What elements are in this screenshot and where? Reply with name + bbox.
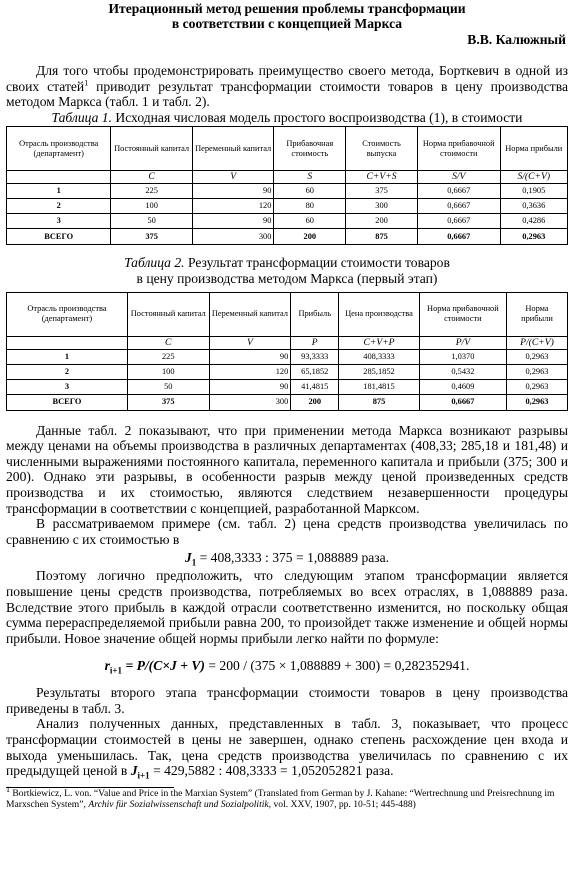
table-cell: 181,4815 xyxy=(339,379,420,394)
table-cell: C+V+S xyxy=(346,171,418,184)
table-cell: 875 xyxy=(346,229,418,245)
table-cell: 100 xyxy=(111,199,193,214)
table-cell: 200 xyxy=(274,229,346,245)
table-row xyxy=(7,184,568,199)
formula-j1: $J_1 = 408,3333$ : 375 = 1,088889 раза. xyxy=(184,550,390,569)
table2-symbol-row xyxy=(7,336,568,349)
table-cell: C xyxy=(111,171,193,184)
table-row xyxy=(7,364,568,379)
table-cell: 285,1852 xyxy=(339,364,420,379)
col-header: Норма прибыли xyxy=(506,292,567,336)
body-paragraph-5: Анализ полученных данных, представленных в табл. 3, показывает, что процесс трансформации стоимостей в цены не завершен, однако степень расхождение цен входа и выхода уменьшилась. Так, цена средств производства увеличилась по сравнению с их предыдущей ценой в $J_{i+1} = 429,5882$ : 408,3333 = 1,052052821 раза. xyxy=(6,716,568,781)
table-cell xyxy=(7,336,128,349)
footnote-ref[interactable]: 1 xyxy=(84,78,89,88)
table-cell: 2 xyxy=(7,199,111,214)
table-row xyxy=(7,199,568,214)
table-cell: 0,5432 xyxy=(419,364,506,379)
table-cell: P/V xyxy=(419,336,506,349)
table-cell: 0,6667 xyxy=(417,214,500,229)
col-header: Стоимость выпуска xyxy=(346,127,418,171)
table-cell: P xyxy=(291,336,339,349)
author: В.В. Калюжный xyxy=(467,32,566,47)
table-cell: 0,2963 xyxy=(500,229,567,245)
col-header: Переменный капитал xyxy=(209,292,291,336)
table-cell: 41,4815 xyxy=(291,379,339,394)
table-cell: 0,6667 xyxy=(417,229,500,245)
table-cell: S/(C+V) xyxy=(500,171,567,184)
table2-header-row xyxy=(7,292,568,336)
table-cell: 90 xyxy=(192,184,274,199)
table-cell: 3 xyxy=(7,214,111,229)
table-total-row xyxy=(7,394,568,410)
table-cell: ВСЕГО xyxy=(7,394,128,410)
col-header: Прибыль xyxy=(291,292,339,336)
table-cell: 90 xyxy=(209,349,291,364)
table-cell: 300 xyxy=(192,229,274,245)
body-paragraph-3: Поэтому логично предположить, что следующим этапом трансформации является повышение цены средств производства, потребляемых во всех отраслях, в 1,088889 раза. Вследствие этого прибыль в каждой отрасли соответственно изменится, но поскольку общая сумма перераспределяемой прибыли равна 200, то произойдет также изменение и общей нормы прибыли. Новое значение общей нормы прибыли легко найти по формуле: xyxy=(6,568,568,646)
body-paragraph-2: В рассматриваемом примере (см. табл. 2) цена средств производства увеличилась по сравнению с их стоимостью в xyxy=(6,516,568,547)
table-cell: 225 xyxy=(127,349,209,364)
table-cell: C+V+P xyxy=(339,336,420,349)
table-cell: 0,2963 xyxy=(506,364,567,379)
table-cell: 100 xyxy=(127,364,209,379)
body-paragraph-1: Данные табл. 2 показывают, что при применении метода Маркса возникают разрывы между ценами на объемы производства в различных департаментах (408,33; 285,18 и 181,48) и численными выражениями постоянного капитала, переменного капитала и прибыли (375; 300 и 200). Однако эти разрывы, в особенности разрыв между ценой произведенных средств производства и их стоимостью, являются следствием незавершенности процедуры трансформации в соответствии с концепцией, разработанной Марксом. xyxy=(6,422,568,516)
table-cell: V xyxy=(209,336,291,349)
table1-caption: Таблица 1. Исходная числовая модель простого воспроизводства (1), в стоимости xyxy=(51,109,523,125)
col-header: Цена производства xyxy=(339,292,420,336)
table-cell: P/(C+V) xyxy=(506,336,567,349)
table-cell: 300 xyxy=(346,199,418,214)
table-cell: 65,1852 xyxy=(291,364,339,379)
table-cell: S/V xyxy=(417,171,500,184)
table1-header-row xyxy=(7,127,568,171)
table-cell: 1,0370 xyxy=(419,349,506,364)
table-cell: 375 xyxy=(111,229,193,245)
table-row xyxy=(7,214,568,229)
table1-symbol-row xyxy=(7,171,568,184)
table-cell: 1 xyxy=(7,349,128,364)
body-paragraph-4: Результаты второго этапа трансформации стоимости товаров в цену производства приведены в табл. 3. xyxy=(6,685,568,716)
footnote: $^1$ Bortkiewicz, L. von. “Value and Price in the Marxian System” (Translated from German by J. Kahane: “Wertrechnung und Preisrechnung im Marxschen System”, Archiv für Sozialwissenschaft und Sozialpolitik, vol. XXV, 1907, pp. 10-51; 445-488) xyxy=(6,784,555,811)
col-header: Постоянный капитал xyxy=(111,127,193,171)
table-cell: 0,2963 xyxy=(506,394,567,410)
col-header: Переменный капитал xyxy=(192,127,274,171)
table-cell: 200 xyxy=(291,394,339,410)
intro-paragraph: Для того чтобы продемонстрировать преимущество своего метода, Борткевич в одной из своих статей$^1$ приводит результат трансформации стоимости товаров в цену производства методом Маркса (табл. 1 и табл. 2). xyxy=(6,63,568,110)
table-cell: C xyxy=(127,336,209,349)
table-cell: 60 xyxy=(274,214,346,229)
table-cell: 0,1905 xyxy=(500,184,567,199)
table-cell xyxy=(7,171,111,184)
col-header: Норма прибыли xyxy=(500,127,567,171)
table-cell: 408,3333 xyxy=(339,349,420,364)
table-cell: 0,6667 xyxy=(419,394,506,410)
table-cell: 80 xyxy=(274,199,346,214)
table-cell: 60 xyxy=(274,184,346,199)
table-cell: 0,2963 xyxy=(506,349,567,364)
table-cell: 2 xyxy=(7,364,128,379)
table-2 xyxy=(6,292,568,411)
table-cell: 0,6667 xyxy=(417,199,500,214)
table-cell: 120 xyxy=(192,199,274,214)
table-row xyxy=(7,349,568,364)
table-cell: 3 xyxy=(7,379,128,394)
col-header: Постоянный капитал xyxy=(127,292,209,336)
table-cell: 375 xyxy=(346,184,418,199)
col-header: Норма прибавочной стоимости xyxy=(417,127,500,171)
col-header: Отрасль производства (департамент) xyxy=(7,292,128,336)
table-cell: 50 xyxy=(111,214,193,229)
paper-page xyxy=(6,0,568,811)
table-cell: 875 xyxy=(339,394,420,410)
table-cell: 93,3333 xyxy=(291,349,339,364)
col-header: Прибавочная стоимость xyxy=(274,127,346,171)
table-cell: 0,4286 xyxy=(500,214,567,229)
formula-r: $r_{i+1} = P/(C\times J + V) = 200 / (375 \times 1,088889 + 300) = 0,282352941$. xyxy=(104,658,470,676)
table-row xyxy=(7,379,568,394)
table-cell: 1 xyxy=(7,184,111,199)
table-cell: 0,4609 xyxy=(419,379,506,394)
table-cell: 90 xyxy=(209,379,291,394)
table-cell: S xyxy=(274,171,346,184)
table-cell: V xyxy=(192,171,274,184)
table-1 xyxy=(6,126,568,245)
table-total-row xyxy=(7,229,568,245)
table-cell: 90 xyxy=(192,214,274,229)
table-cell: 300 xyxy=(209,394,291,410)
title-line-2: в соответствии с концепцией Маркса xyxy=(171,16,403,31)
paper-title xyxy=(6,1,568,31)
table-cell: 0,6667 xyxy=(417,184,500,199)
table2-caption: Таблица 2. Результат трансформации стоимости товаров в цену производства методом Маркса (первый этап) xyxy=(124,255,450,286)
col-header: Отрасль производства (департамент) xyxy=(7,127,111,171)
table-cell: 375 xyxy=(127,394,209,410)
table-cell: 225 xyxy=(111,184,193,199)
table-cell: 120 xyxy=(209,364,291,379)
table-cell: ВСЕГО xyxy=(7,229,111,245)
table-cell: 0,3636 xyxy=(500,199,567,214)
table-cell: 0,2963 xyxy=(506,379,567,394)
col-header: Норма прибавочной стоимости xyxy=(419,292,506,336)
title-line-1: Итерационный метод решения проблемы трансформации xyxy=(108,1,466,16)
table-cell: 50 xyxy=(127,379,209,394)
table-cell: 200 xyxy=(346,214,418,229)
